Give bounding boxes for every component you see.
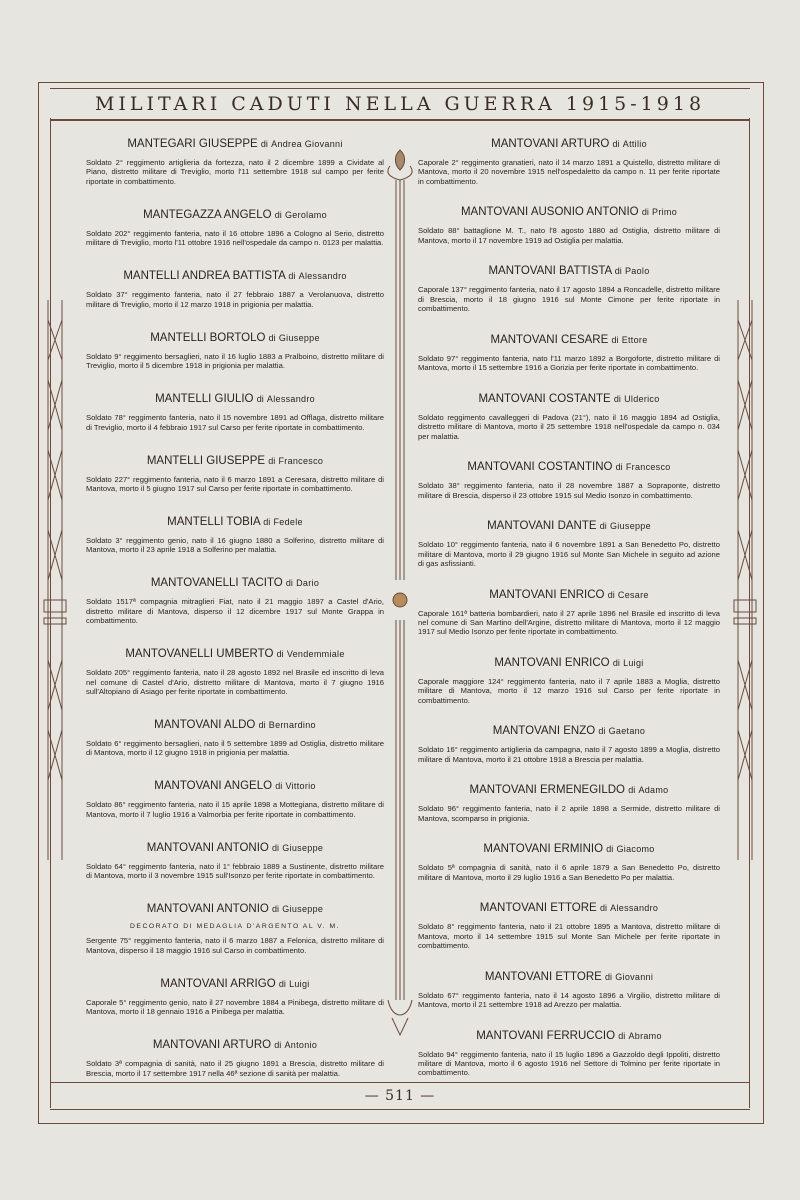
list-item	[418, 971, 720, 1010]
entry-text: Soldato 6° reggimento bersaglieri, nato il 5 settembre 1899 ad Ostiglia, distretto militare di Mantova, morto il 12 giugno 1918 in prigionia per malattia.	[86, 739, 384, 758]
entry-di: di	[615, 462, 623, 473]
entry-father: Abramo	[628, 1030, 662, 1041]
entry-decoration: DECORATO DI MEDAGLIA D'ARGENTO AL V. M.	[130, 923, 340, 931]
entry-di: di	[256, 394, 264, 405]
list-item	[418, 265, 720, 313]
entry-di: di	[285, 578, 293, 589]
entry-text: Caporale 5° reggimento genio, nato il 27 novembre 1884 a Pinibega, distretto militare di Mantova, morto il 18 gennaio 1916 a Pinibega per malattia.	[86, 997, 384, 1017]
entry-text: Soldato 78° reggimento fanteria, nato il 15 novembre 1891 ad Offlaga, distretto militare di Treviglio, morto il 4 febbraio 1917 sul Carso per ferite riportate in combattimento.	[86, 413, 384, 432]
list-item	[86, 780, 384, 819]
entry-text: Soldato 9° reggimento bersaglieri, nato il 16 luglio 1883 a Pralboino, distretto militare di Treviglio, morto il 5 dicembre 1918 in prigionia per malattia.	[86, 351, 384, 371]
entry-text: Soldato 3ª compagnia di sanità, nato il 25 giugno 1891 a Brescia, distretto militare di Brescia, morto il 17 settembre 1917 nella 46ª sezione di sanità per malattia.	[86, 1059, 384, 1078]
entry-di: di	[611, 334, 619, 345]
entry-surname: MANTELLI TOBIA	[167, 515, 261, 528]
entry-father: Giovanni	[615, 971, 654, 982]
list-item	[86, 648, 384, 696]
list-item	[86, 1039, 384, 1078]
entry-di: di	[612, 657, 620, 668]
list-item	[418, 784, 720, 823]
entry-father: Antonio	[284, 1040, 318, 1051]
entry-father: Giuseppe	[282, 842, 324, 853]
list-item	[86, 719, 384, 758]
entry-father: Francesco	[278, 455, 324, 466]
entry-surname: MANTOVANI ERMINIO	[483, 843, 604, 856]
list-item	[418, 461, 720, 500]
entry-father: Alessandro	[610, 903, 659, 914]
entry-di: di	[641, 207, 649, 218]
entry-text: Soldato 16° reggimento artiglieria da campagna, nato il 7 agosto 1899 a Moglia, distretto militare di Mantova, morto il 21 ottobre 1918 a Brescia per malattia.	[418, 745, 720, 764]
entry-di: di	[263, 516, 271, 527]
entry-father: Adamo	[638, 785, 669, 796]
list-item	[86, 332, 384, 371]
entry-father: Vendemmiale	[286, 649, 345, 660]
entry-surname: MANTOVANI ENRICO	[489, 588, 605, 601]
left-fasces-ornament	[40, 300, 70, 860]
list-item	[86, 978, 384, 1017]
entry-text: Soldato 5ª compagnia di sanità, nato il 6 aprile 1879 a San Benedetto Po, distretto militare di Mantova, morto il 29 luglio 1916 a San Benedetto Po per malattia.	[418, 863, 720, 882]
entry-text: Soldato 97° reggimento fanteria, nato l'11 marzo 1892 a Borgoforte, distretto militare di Mantova, morto il 15 settembre 1916 a Gorizia per ferite riportate in combattimento.	[418, 353, 720, 373]
list-item	[418, 657, 720, 705]
entry-text: Soldato 205° reggimento fanteria, nato il 28 agosto 1892 nel Brasile ed inscritto di leva nel comune di Castel d'Ario, distretto militare di Mantova, morto il 7 giugno 1916 sull'Altopiano di Asiago per ferite riportate in combattimento.	[86, 668, 384, 696]
entry-surname: MANTELLI GIULIO	[155, 393, 254, 406]
entry-text: Soldato 38° reggimento fanteria, nato il 28 novembre 1887 a Sopraponte, distretto militare di Brescia, disperso il 23 ottobre 1915 sul Medio Isonzo in combattimento.	[418, 481, 720, 500]
list-item	[418, 725, 720, 764]
entry-surname: MANTOVANI COSTANTE	[478, 392, 611, 405]
entry-di: di	[260, 139, 268, 149]
entry-surname: MANTOVANI CESARE	[490, 333, 609, 346]
entry-di: di	[612, 139, 620, 149]
list-item	[86, 270, 384, 309]
entry-father: Fedele	[273, 516, 303, 527]
entry-text: Soldato 2° reggimento artiglieria da fortezza, nato il 2 dicembre 1899 a Cividate al Piano, distretto militare di Treviglio, morto l'11 settembre 1918 sul campo per ferite riportate in combattimento.	[86, 158, 384, 186]
entry-text: Soldato 88° battaglione M. T., nato l'8 agosto 1880 ad Ostiglia, distretto militare di Mantova, morto il 17 novembre 1919 ad Ostiglia per malattia.	[418, 226, 720, 245]
list-item	[418, 206, 720, 245]
entry-surname: MANTOVANI BATTISTA	[488, 265, 612, 278]
entry-surname: MANTOVANI COSTANTINO	[467, 461, 613, 474]
entry-surname: MANTOVANI ENZO	[492, 725, 596, 738]
list-item	[86, 842, 384, 881]
entry-text: Caporale 161ª batteria bombardieri, nato il 27 aprile 1896 nel Brasile ed inscritto di leva nel comune di San Martino dell'Argine, distretto militare di Mantova, morto il 12 maggio 1917 sul Medio Isonzo per ferite riportate in combattimento.	[418, 608, 720, 637]
list-item	[418, 902, 720, 950]
list-item	[418, 334, 720, 373]
entry-surname: MANTELLI ANDREA BATTISTA	[123, 270, 286, 283]
entry-father: Francesco	[625, 462, 671, 473]
entry-di: di	[599, 903, 607, 914]
list-item	[418, 393, 720, 441]
entry-di: di	[272, 904, 280, 915]
entry-text: Soldato 94° reggimento fanteria, nato il 15 luglio 1896 a Gazzoldo degli Ippoliti, distretto militare di Mantova, morto il 6 agosto 1916 nel Settore di Tolmino per ferite riportate in combattimento.	[418, 1049, 720, 1078]
entry-surname: MANTOVANELLI UMBERTO	[125, 648, 274, 661]
entry-surname: MANTOVANI ENRICO	[494, 656, 610, 669]
entry-surname: MANTOVANI ANTONIO	[146, 841, 269, 854]
entry-di: di	[268, 332, 276, 343]
entry-text: Soldato 8° reggimento fanteria, nato il 21 ottobre 1895 a Mantova, distretto militare di Mantova, morto il 14 settembre 1915 sul Monte San Michele per ferite riportate in combattimento.	[418, 922, 720, 951]
list-item	[418, 843, 720, 882]
entry-father: Dario	[296, 578, 320, 589]
entry-text: Soldato 37° reggimento fanteria, nato il 27 febbraio 1887 a Verolanuova, distretto militare di Treviglio, morto il 12 marzo 1918 in prigionia per malattia.	[86, 290, 384, 309]
entry-surname: MANTOVANI ARTURO	[152, 1039, 272, 1052]
entry-di: di	[276, 649, 284, 660]
entry-surname: MANTOVANI ERMENEGILDO	[469, 784, 626, 797]
entry-di: di	[599, 521, 607, 532]
entry-surname: MANTOVANI ALDO	[154, 719, 256, 732]
page-number: — 511 —	[364, 1088, 436, 1104]
entry-di: di	[613, 393, 621, 404]
entry-surname: MANTELLI BORTOLO	[150, 331, 266, 344]
footer-band	[50, 1082, 750, 1110]
entry-di: di	[288, 271, 296, 282]
entry-di: di	[628, 785, 636, 796]
entry-father: Gaetano	[608, 726, 646, 737]
entry-father: Cesare	[617, 589, 649, 600]
entry-surname: MANTOVANI DANTE	[487, 520, 597, 533]
entry-text: Caporale 137° reggimento fanteria, nato il 17 agosto 1894 a Roncadelle, distretto militare di Brescia, morto il 18 giugno 1916 sul Monte Cimone per ferite riportate in combattimento.	[418, 285, 720, 314]
entry-text: Soldato 3° reggimento genio, nato il 16 giugno 1880 a Solferino, distretto militare di Mantova, morto il 23 aprile 1918 a Solferino per malattia.	[86, 535, 384, 555]
entry-surname: MANTOVANI AUSONIO ANTONIO	[460, 206, 639, 219]
entry-surname: MANTOVANI ETTORE	[484, 970, 602, 983]
list-item	[418, 520, 720, 568]
entry-di: di	[274, 1040, 282, 1051]
entry-surname: MANTOVANI ARRIGO	[160, 977, 276, 990]
entry-di: di	[598, 726, 606, 737]
entry-text: Sergente 75° reggimento fanteria, nato il 6 marzo 1887 a Felonica, distretto militare di Mantova, disperso il 18 maggio 1916 sul Carso in combattimento.	[86, 936, 384, 955]
entry-surname: MANTEGARI GIUSEPPE	[127, 138, 258, 150]
entry-text: Caporale maggiore 124° reggimento fanteria, nato il 7 aprile 1883 a Moglia, distretto militare di Mantova, morto il 12 marzo 1916 sul Carso per ferite riportate in combattimento.	[418, 676, 720, 705]
entry-father: Bernardino	[268, 720, 316, 731]
entry-text: Caporale 2° reggimento granatieri, nato il 14 marzo 1891 a Quistello, distretto militare di Mantova, morto il 20 novembre 1915 nell'ospedaletto da campo n. 11 per ferite riportate in combattimento.	[418, 158, 720, 186]
list-item	[418, 138, 720, 186]
list-item	[86, 516, 384, 555]
entry-di: di	[268, 455, 276, 466]
entry-surname: MANTOVANELLI TACITO	[150, 577, 283, 590]
entry-father: Alessandro	[266, 394, 315, 405]
entry-text: Soldato 96° reggimento fanteria, nato il 2 aprile 1898 a Sermide, distretto militare di Mantova, scomparso in prigionia.	[418, 804, 720, 823]
entry-di: di	[606, 844, 614, 855]
entry-di: di	[274, 209, 282, 220]
entry-text: Soldato 202° reggimento fanteria, nato il 16 ottobre 1896 a Cologno al Serio, distretto militare di Treviglio, morto l'11 ottobre 1916 nell'ospedale da campo n. 0123 per malattia.	[86, 228, 384, 248]
list-item	[418, 589, 720, 637]
entry-di: di	[614, 266, 622, 277]
entry-text: Soldato 64° reggimento fanteria, nato il 1° febbraio 1889 a Sustinente, distretto militare di Mantova, morto il 3 novembre 1915 sull'Isonzo per ferite riportate in combattimento.	[86, 861, 384, 881]
entry-father: Gerolamo	[284, 209, 327, 220]
list-item	[86, 577, 384, 625]
entry-surname: MANTOVANI FERRUCCIO	[476, 1029, 616, 1042]
entry-di: di	[607, 589, 615, 600]
entry-surname: MANTELLI GIUSEPPE	[146, 454, 266, 467]
entry-father: Ettore	[621, 334, 648, 345]
entry-father: Primo	[652, 207, 678, 218]
list-item	[86, 393, 384, 432]
entry-di: di	[258, 720, 266, 731]
right-fasces-ornament	[730, 300, 760, 860]
entry-father: Ulderico	[624, 393, 660, 404]
entry-surname: MANTOVANI ETTORE	[479, 902, 597, 915]
entry-father: Giuseppe	[282, 904, 324, 915]
entry-surname: MANTOVANI ANTONIO	[146, 903, 269, 916]
entry-father: Luigi	[289, 978, 310, 989]
entry-father: Attilio	[622, 139, 647, 149]
entry-di: di	[272, 842, 280, 853]
entry-text: Soldato 67° reggimento fanteria, nato il 14 agosto 1896 a Virgilio, distretto militare di Mantova, morto il 21 settembre 1918 ad Arezzo per malattia.	[418, 990, 720, 1010]
entry-text: Soldato reggimento cavalleggeri di Padova (21°), nato il 16 maggio 1894 ad Ostiglia, distretto militare di Mantova, morto il 25 settembre 1918 nell'ospedale da campo n. 034 per malattia.	[418, 412, 720, 441]
entry-di: di	[275, 781, 283, 792]
list-item	[418, 1030, 720, 1078]
entry-father: Paolo	[625, 266, 650, 277]
entry-text: Soldato 10° reggimento fanteria, nato il 6 novembre 1891 a San Benedetto Po, distretto militare di Mantova, morto il 29 giugno 1916 sul Monte San Michele in seguito ad azione di gas asfissianti.	[418, 540, 720, 568]
entry-father: Andrea Giovanni	[271, 139, 343, 149]
entry-text: Soldato 227° reggimento fanteria, nato il 6 marzo 1891 a Ceresara, distretto militare di Mantova, morto il 5 giugno 1917 sul Carso per ferite riportate in combattimento.	[86, 474, 384, 493]
entry-di: di	[605, 971, 613, 982]
right-column	[418, 138, 720, 1078]
entry-text: Soldato 1517ª compagnia mitraglieri Fiat, nato il 21 maggio 1897 a Castel d'Ario, distretto militare di Mantova, disperso il 12 dicembre 1917 sul Monte Grappa in combattimento.	[86, 597, 384, 626]
entry-father: Alessandro	[298, 271, 347, 282]
left-column	[86, 138, 384, 1078]
entry-text: Soldato 86° reggimento fanteria, nato il 15 aprile 1898 a Mottegiana, distretto militare di Mantova, morto il 7 luglio 1916 a Valmorbia per ferite riportate in combattimento.	[86, 800, 384, 819]
entry-father: Vittorio	[285, 781, 316, 792]
entry-di: di	[618, 1030, 626, 1041]
page-header-title: MILITARI CADUTI NELLA GUERRA 1915-1918	[94, 93, 706, 115]
entry-surname: MANTOVANI ARTURO	[491, 138, 610, 150]
list-item	[86, 138, 384, 186]
entry-di: di	[278, 978, 286, 989]
entry-surname: MANTEGAZZA ANGELO	[143, 208, 272, 221]
header-band	[50, 88, 750, 121]
entry-father: Giacomo	[616, 844, 655, 855]
entry-father: Giuseppe	[609, 521, 651, 532]
entry-father: Luigi	[623, 657, 644, 668]
list-item	[86, 209, 384, 248]
entry-surname: MANTOVANI ANGELO	[154, 780, 273, 793]
entry-father: Giuseppe	[278, 332, 320, 343]
list-item	[86, 903, 384, 955]
list-item	[86, 455, 384, 494]
